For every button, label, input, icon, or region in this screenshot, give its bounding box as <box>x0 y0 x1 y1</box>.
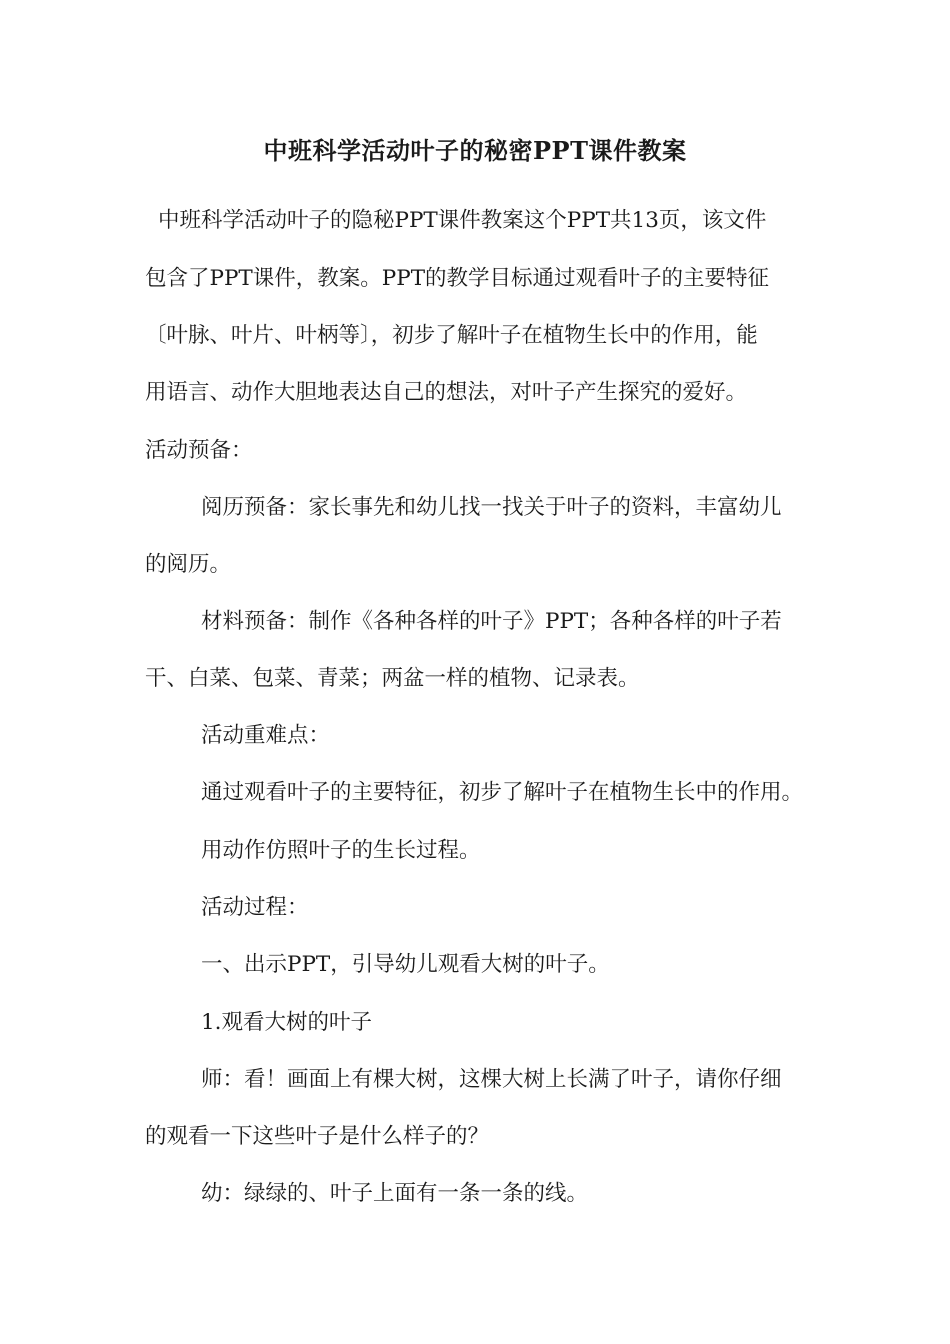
paragraph-line: 用动作仿照叶子的生长过程。 <box>201 838 481 863</box>
section-heading: 活动重难点： <box>201 723 331 748</box>
paragraph-line: 一、出示PPT，引导幼儿观看大树的叶子。 <box>201 952 610 977</box>
paragraph-line: 〔叶脉、叶片、叶柄等〕，初步了解叶子在植物生长中的作用，能 <box>145 323 758 348</box>
paragraph-line: 1.观看大树的叶子 <box>201 1010 373 1035</box>
section-heading: 活动预备： <box>145 438 253 463</box>
paragraph-line: 干、白菜、包菜、青菜；两盆一样的植物、记录表。 <box>145 666 640 691</box>
paragraph-line: 中班科学活动叶子的隐秘PPT课件教案这个PPT共13页，该文件 <box>158 208 767 233</box>
paragraph-line: 通过观看叶子的主要特征，初步了解叶子在植物生长中的作用。 <box>201 780 804 805</box>
section-heading: 活动过程： <box>201 895 309 920</box>
paragraph-line: 师：看！画面上有棵大树，这棵大树上长满了叶子，请你仔细 <box>201 1067 782 1092</box>
paragraph-line: 的观看一下这些叶子是什么样子的？ <box>145 1124 490 1149</box>
paragraph-line: 材料预备：制作《各种各样的叶子》PPT；各种各样的叶子若 <box>201 609 782 634</box>
paragraph-line: 幼：绿绿的、叶子上面有一条一条的线。 <box>201 1181 589 1206</box>
paragraph-line: 用语言、动作大胆地表达自己的想法，对叶子产生探究的爱好。 <box>145 380 748 405</box>
paragraph-line: 的阅历。 <box>145 552 232 577</box>
paragraph-line: 包含了PPT课件，教案。PPT的教学目标通过观看叶子的主要特征 <box>145 266 770 291</box>
paragraph-line: 阅历预备：家长事先和幼儿找一找关于叶子的资料，丰富幼儿 <box>201 495 782 520</box>
document-title: 中班科学活动叶子的秘密PPT课件教案 <box>263 136 687 165</box>
